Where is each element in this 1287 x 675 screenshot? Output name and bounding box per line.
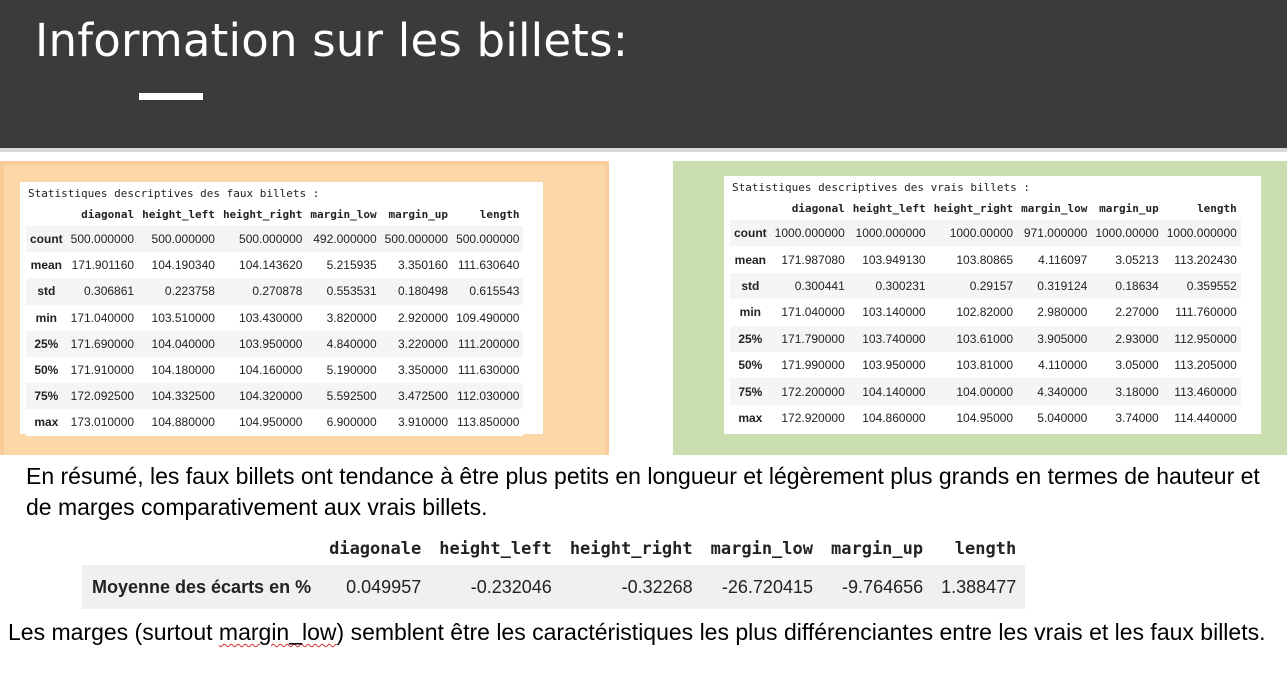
table-cell: 1000.00000 — [930, 220, 1017, 246]
table-cell: 1000.000000 — [771, 220, 849, 246]
table-cell: 102.82000 — [930, 299, 1017, 325]
table-row — [26, 305, 523, 331]
table-cell: 0.300231 — [849, 273, 930, 299]
true-stats-box — [724, 176, 1261, 434]
column-header: height_right — [933, 201, 1014, 215]
table-cell: 104.950000 — [219, 409, 306, 435]
table-cell: 4.110000 — [1017, 352, 1091, 378]
conclusion-text — [8, 617, 1278, 647]
table-cell: 3.05000 — [1091, 352, 1162, 378]
table-cell: 0.180498 — [381, 278, 452, 304]
table-cell: 4.840000 — [306, 331, 380, 357]
table-cell: 0.18634 — [1091, 273, 1162, 299]
row-label: std — [26, 278, 67, 304]
table-cell: 171.901160 — [67, 252, 138, 278]
table-cell: 3.905000 — [1017, 326, 1091, 352]
table-cell: 3.220000 — [381, 331, 452, 357]
table-cell: 112.950000 — [1163, 326, 1241, 352]
true-stats-table — [730, 196, 1241, 431]
table-row — [730, 405, 1241, 431]
table-row — [26, 383, 523, 409]
row-label: Moyenne des écarts en % — [82, 565, 320, 609]
table-cell: 500.000000 — [381, 226, 452, 252]
table-cell: 4.340000 — [1017, 378, 1091, 404]
table-cell: 5.190000 — [306, 357, 380, 383]
table-cell: 0.319124 — [1017, 273, 1091, 299]
row-label: mean — [730, 246, 771, 272]
table-cell: 103.950000 — [849, 352, 930, 378]
table-cell: 0.359552 — [1163, 273, 1241, 299]
table-cell: -0.32268 — [561, 565, 702, 609]
row-label: 25% — [26, 331, 67, 357]
table-cell: 104.95000 — [930, 405, 1017, 431]
table-cell: 171.690000 — [67, 331, 138, 357]
true-stats-caption: Statistiques descriptives des vrais billets : — [732, 181, 1031, 194]
table-cell: 5.592500 — [306, 383, 380, 409]
table-cell: 104.860000 — [849, 405, 930, 431]
column-header: height_left — [852, 201, 926, 215]
table-cell: 0.306861 — [67, 278, 138, 304]
table-row — [730, 299, 1241, 325]
row-label: count — [26, 226, 67, 252]
column-header: margin_up — [1099, 201, 1159, 215]
column-header: height_right — [569, 539, 693, 559]
table-cell: 111.630000 — [452, 357, 523, 383]
table-row — [26, 409, 523, 435]
row-label: mean — [26, 252, 67, 278]
table-cell: 172.092500 — [67, 383, 138, 409]
row-label: 25% — [730, 326, 771, 352]
table-cell: 3.820000 — [306, 305, 380, 331]
table-cell: 492.000000 — [306, 226, 380, 252]
row-label: max — [730, 405, 771, 431]
column-header: margin_low — [1021, 201, 1088, 215]
table-cell: -9.764656 — [822, 565, 932, 609]
table-cell: 4.116097 — [1017, 246, 1091, 272]
table-cell: 1000.000000 — [849, 220, 930, 246]
table-cell: 171.040000 — [67, 305, 138, 331]
table-cell: 104.00000 — [930, 378, 1017, 404]
table-cell: 104.320000 — [219, 383, 306, 409]
table-cell: 103.510000 — [138, 305, 219, 331]
row-label: min — [26, 305, 67, 331]
column-header: length — [1197, 201, 1237, 215]
column-header: height_right — [222, 207, 303, 221]
table-cell: 103.949130 — [849, 246, 930, 272]
column-header — [82, 533, 320, 565]
table-row — [730, 352, 1241, 378]
table-cell: 500.000000 — [138, 226, 219, 252]
table-cell: 104.040000 — [138, 331, 219, 357]
table-cell: 103.81000 — [930, 352, 1017, 378]
table-row — [26, 357, 523, 383]
table-cell: 1000.000000 — [1163, 220, 1241, 246]
table-cell: 2.93000 — [1091, 326, 1162, 352]
slide-title: Information sur les billets: — [35, 14, 629, 67]
column-header: margin_up — [388, 207, 449, 221]
column-header: diagonale — [329, 539, 422, 559]
table-cell: -26.720415 — [702, 565, 822, 609]
table-cell: 104.880000 — [138, 409, 219, 435]
table-cell: 113.850000 — [452, 409, 523, 435]
table-cell: 171.040000 — [771, 299, 849, 325]
table-row — [730, 326, 1241, 352]
column-header: diagonal — [791, 201, 845, 215]
row-label: 50% — [26, 357, 67, 383]
table-cell: 2.920000 — [381, 305, 452, 331]
table-cell: 500.000000 — [219, 226, 306, 252]
table-row — [730, 273, 1241, 299]
table-cell: 114.440000 — [1163, 405, 1241, 431]
column-header: length — [479, 207, 520, 221]
table-cell: 5.215935 — [306, 252, 380, 278]
table-cell: 171.987080 — [771, 246, 849, 272]
table-cell: 2.980000 — [1017, 299, 1091, 325]
row-label: max — [26, 409, 67, 435]
spellcheck-highlight: margin_low — [218, 619, 337, 645]
conclusion-part: Les marges (surtout — [8, 619, 219, 645]
column-header: height_left — [142, 207, 215, 221]
table-cell: 113.460000 — [1163, 378, 1241, 404]
row-label: 75% — [26, 383, 67, 409]
fake-stats-box — [20, 182, 543, 434]
table-cell: 111.630640 — [452, 252, 523, 278]
table-cell: 104.143620 — [219, 252, 306, 278]
title-accent-bar — [139, 93, 203, 100]
table-cell: 172.920000 — [771, 405, 849, 431]
table-cell: 500.000000 — [67, 226, 138, 252]
column-header: length — [954, 539, 1017, 559]
table-cell: 104.140000 — [849, 378, 930, 404]
table-cell: 0.29157 — [930, 273, 1017, 299]
table-cell: 103.950000 — [219, 331, 306, 357]
table-cell: 3.472500 — [381, 383, 452, 409]
table-cell: 3.74000 — [1091, 405, 1162, 431]
row-label: min — [730, 299, 771, 325]
table-cell: 109.490000 — [452, 305, 523, 331]
column-header: height_left — [439, 539, 552, 559]
column-header — [26, 202, 67, 226]
column-header: margin_low — [310, 207, 377, 221]
column-header — [730, 196, 771, 220]
table-row — [730, 220, 1241, 246]
table-cell: 0.270878 — [219, 278, 306, 304]
table-row — [26, 278, 523, 304]
table-cell: 103.740000 — [849, 326, 930, 352]
table-cell: 5.040000 — [1017, 405, 1091, 431]
mean-diff-table — [82, 533, 1025, 609]
table-cell: 113.205000 — [1163, 352, 1241, 378]
table-cell: 103.80865 — [930, 246, 1017, 272]
summary-text: En résumé, les faux billets ont tendance à être plus petits en longueur et légèrement plus grands en termes de hauteur et de marges comparativement aux vrais billets. — [26, 463, 1260, 520]
table-cell: 104.190340 — [138, 252, 219, 278]
table-cell: 6.900000 — [306, 409, 380, 435]
table-cell: 171.990000 — [771, 352, 849, 378]
conclusion-part: ) semblent être les caractéristiques les plus différenciantes entre les vrais et les faux billets. — [336, 619, 1266, 645]
table-cell: 111.760000 — [1163, 299, 1241, 325]
table-cell: 0.223758 — [138, 278, 219, 304]
table-cell: 3.350000 — [381, 357, 452, 383]
row-label: count — [730, 220, 771, 246]
table-cell: 171.910000 — [67, 357, 138, 383]
table-row — [26, 331, 523, 357]
table-cell: 3.18000 — [1091, 378, 1162, 404]
column-header: margin_up — [831, 539, 924, 559]
table-cell: 0.615543 — [452, 278, 523, 304]
table-cell: 103.61000 — [930, 326, 1017, 352]
table-cell: 112.030000 — [452, 383, 523, 409]
table-cell: 111.200000 — [452, 331, 523, 357]
table-cell: 1.388477 — [932, 565, 1025, 609]
table-cell: 3.05213 — [1091, 246, 1162, 272]
table-cell: 2.27000 — [1091, 299, 1162, 325]
table-cell: 104.160000 — [219, 357, 306, 383]
row-label: 50% — [730, 352, 771, 378]
table-row — [730, 378, 1241, 404]
table-cell: 104.180000 — [138, 357, 219, 383]
table-cell: 1000.00000 — [1091, 220, 1162, 246]
table-cell: 3.910000 — [381, 409, 452, 435]
table-cell: 113.202430 — [1163, 246, 1241, 272]
table-cell: 0.049957 — [320, 565, 430, 609]
fake-stats-caption: Statistiques descriptives des faux billets : — [28, 187, 320, 200]
table-row — [26, 252, 523, 278]
table-cell: 171.790000 — [771, 326, 849, 352]
table-row — [82, 565, 1025, 609]
fake-stats-table — [26, 202, 523, 436]
table-cell: 172.200000 — [771, 378, 849, 404]
header-divider — [0, 148, 1287, 152]
column-header: margin_low — [710, 539, 813, 559]
table-cell: 0.300441 — [771, 273, 849, 299]
table-cell: 173.010000 — [67, 409, 138, 435]
table-cell: 103.430000 — [219, 305, 306, 331]
table-cell: 971.000000 — [1017, 220, 1091, 246]
table-cell: 3.350160 — [381, 252, 452, 278]
table-row — [26, 226, 523, 252]
table-row — [730, 246, 1241, 272]
row-label: 75% — [730, 378, 771, 404]
table-cell: 104.332500 — [138, 383, 219, 409]
row-label: std — [730, 273, 771, 299]
table-cell: -0.232046 — [430, 565, 561, 609]
table-cell: 500.000000 — [452, 226, 523, 252]
column-header: diagonal — [81, 207, 135, 221]
table-cell: 103.140000 — [849, 299, 930, 325]
table-cell: 0.553531 — [306, 278, 380, 304]
